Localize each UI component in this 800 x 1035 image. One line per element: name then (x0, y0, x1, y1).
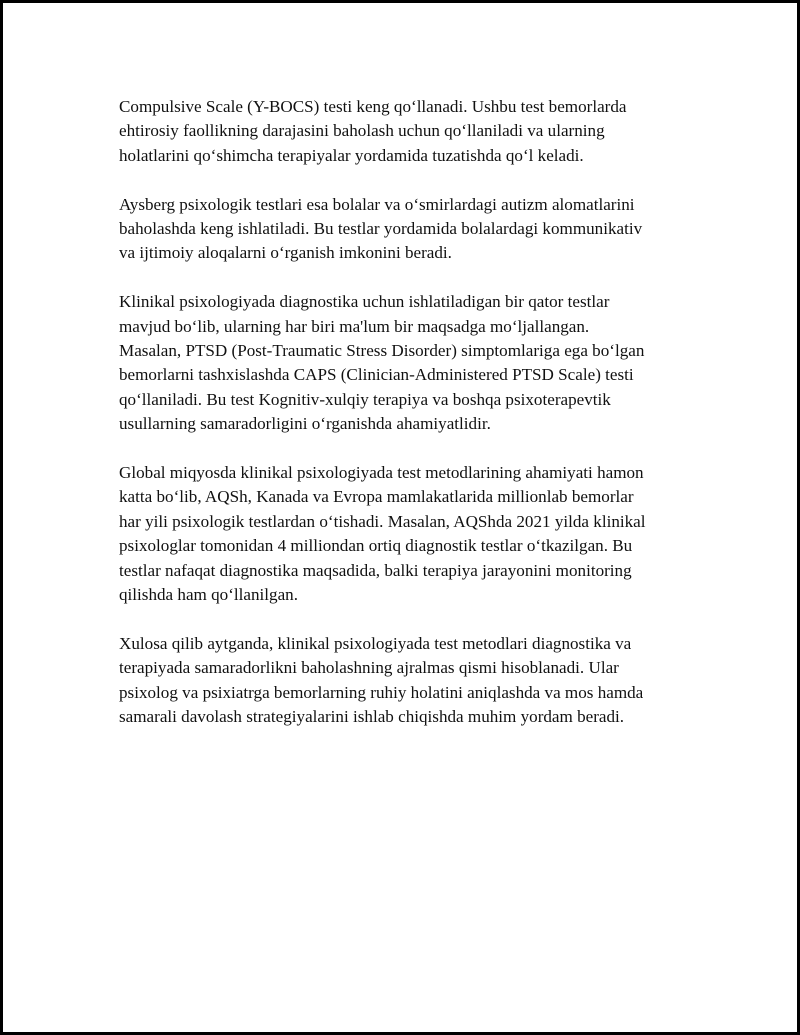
text-line: qo‘llaniladi. Bu test Kognitiv-xulqiy terapiya va boshqa psixoterapevtik (119, 389, 611, 409)
text-line: ehtirosiy faollikning darajasini baholash uchun qo‘llaniladi va ularning (119, 121, 605, 141)
text-line: testlar nafaqat diagnostika maqsadida, balki terapiya jarayonini monitoring (119, 560, 632, 580)
text-line: baholashda keng ishlatiladi. Bu testlar yordamida bolalardagi kommunikativ (119, 219, 643, 239)
text-line: Aysberg psixologik testlari esa bolalar va o‘smirlardagi autizm alomatlarini (119, 194, 635, 214)
text-line: va ijtimoiy aloqalarni o‘rganish imkonini beradi. (119, 243, 452, 263)
text-line: samarali davolash strategiyalarini ishlab chiqishda muhim yordam beradi. (119, 707, 625, 727)
paragraph-1 (119, 95, 699, 168)
paragraph-3 (119, 290, 699, 436)
text-line: terapiyada samaradorlikni baholashning ajralmas qismi hisoblanadi. Ular (119, 658, 619, 678)
text-line: Compulsive Scale (Y-BOCS) testi keng qo‘llanadi. Ushbu test bemorlarda (119, 97, 627, 116)
text-line: psixolog va psixiatrga bemorlarning ruhiy holatini aniqlashda va mos hamda (119, 682, 644, 702)
text-line: katta bo‘lib, AQSh, Kanada va Evropa mamlakatlarida millionlab bemorlar (119, 487, 634, 507)
text-line: psixologlar tomonidan 4 milliondan ortiq diagnostik testlar o‘tkazilgan. Bu (119, 536, 633, 556)
text-line: Masalan, PTSD (Post-Traumatic Stress Disorder) simptomlariga ega bo‘lgan (119, 341, 645, 361)
paragraph-5 (119, 632, 699, 730)
text-line: mavjud bo‘lib, ularning har biri ma'lum bir maqsadga mo‘ljallangan. (119, 316, 590, 336)
text-line: Xulosa qilib aytganda, klinikal psixologiyada test metodlari diagnostika va (119, 633, 632, 653)
text-line: Klinikal psixologiyada diagnostika uchun ishlatiladigan bir qator testlar (119, 292, 610, 312)
text-line: qilishda ham qo‘llanilgan. (119, 585, 298, 605)
paragraph-4 (119, 461, 699, 607)
text-line: har yili psixologik testlardan o‘tishadi. Masalan, AQShda 2021 yilda klinikal (119, 511, 646, 531)
text-line: holatlarini qo‘shimcha terapiyalar yordamida tuzatishda qo‘l keladi. (119, 145, 584, 165)
paragraph-2 (119, 193, 699, 266)
document-body (119, 95, 699, 754)
text-line: bemorlarni tashxislashda CAPS (Clinician-Administered PTSD Scale) testi (119, 365, 634, 385)
text-line: usullarning samaradorligini o‘rganishda ahamiyatlidir. (119, 414, 491, 434)
text-line: Global miqyosda klinikal psixologiyada test metodlarining ahamiyati hamon (119, 463, 644, 483)
